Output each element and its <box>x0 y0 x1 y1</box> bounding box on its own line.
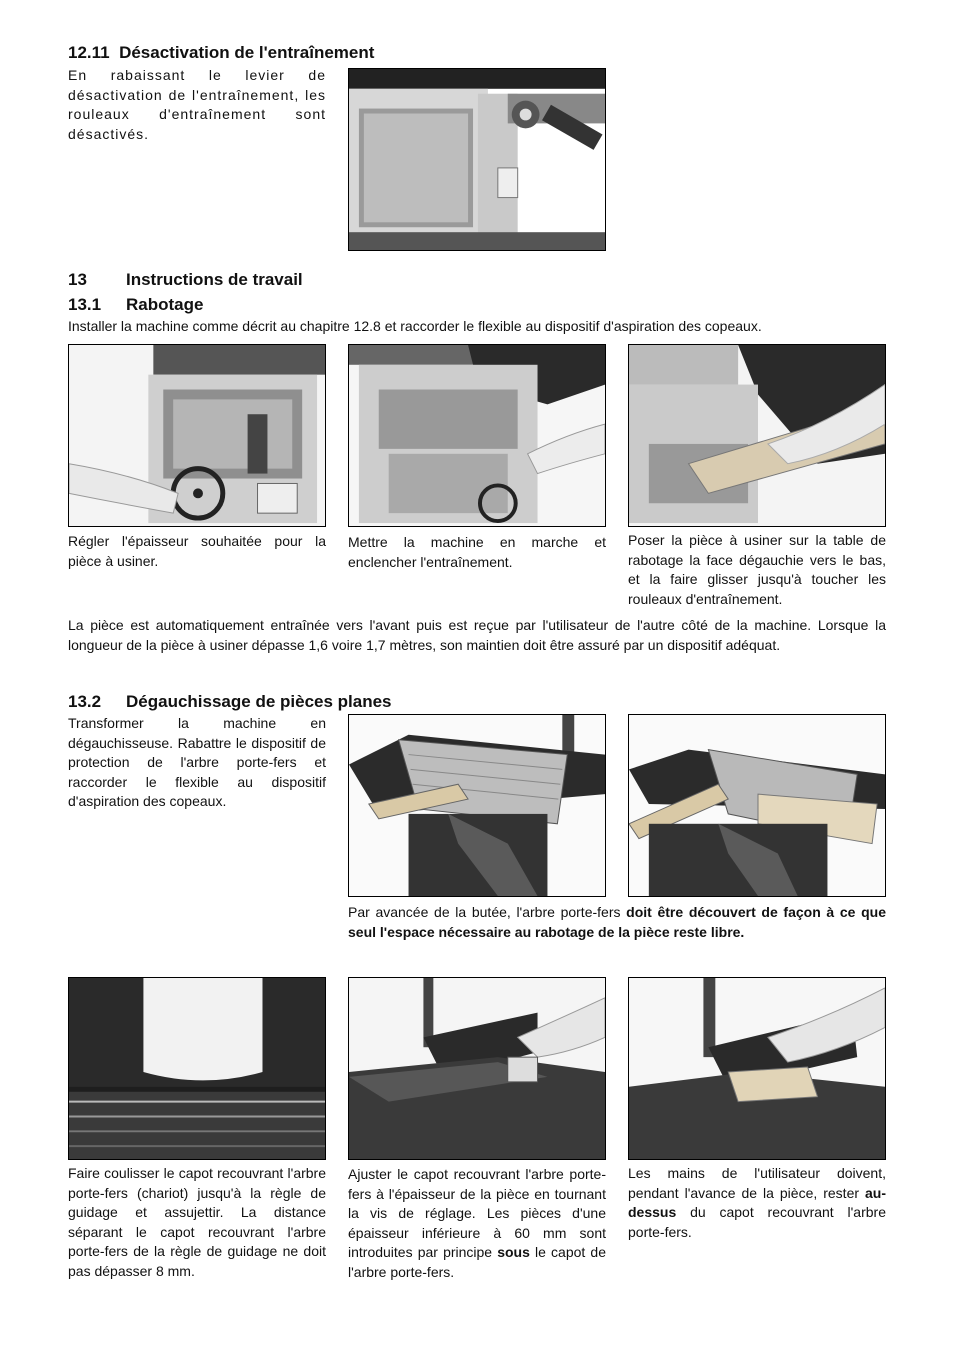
photo-guard-closeup <box>68 977 326 1160</box>
photo-drive-lever <box>348 68 606 251</box>
caption-adjust-guard-text-2: le capot de l'arbre porte-fers. <box>348 1244 606 1280</box>
caption-hands-text-2: du capot recouvrant l'arbre porte-fers. <box>628 1204 886 1240</box>
heading-text: Rabotage <box>126 295 204 314</box>
photo-hands-above-guard <box>628 977 886 1160</box>
heading-number: 13.2 <box>68 692 102 711</box>
photo-set-thickness <box>68 344 326 527</box>
paragraph-13-1-note: La pièce est automatiquement entraînée vers l'avant puis est reçue par l'utilisateur de l'autre côté de la machine. Lorsque la longueur de la pièce à usiner dépasse 1,6 voire 1,7 mètres, son maintien doit être assuré par un dispositif adéquat. <box>68 617 886 653</box>
caption-set-thickness: Régler l'épaisseur souhaitée pour la pièce à usiner. <box>68 533 326 569</box>
heading-13 <box>68 270 303 290</box>
caption-adjust-guard-text-1: Ajuster le capot recouvrant l'arbre porte-fers à l'épaisseur de la pièce en tournant la vis de réglage. Les pièces d'une épaisseur inférieure à 60 mm sont introduites par principe <box>348 1166 606 1260</box>
caption-adjust-guard-bold: sous <box>497 1244 530 1260</box>
heading-12-11 <box>68 43 374 63</box>
caption-hands-text-1: Les mains de l'utilisateur doivent, pendant l'avance de la pièce, rester <box>628 1165 886 1201</box>
heading-text: Désactivation de l'entraînement <box>119 43 375 62</box>
photo-start-machine <box>348 344 606 527</box>
heading-text: Instructions de travail <box>126 270 303 289</box>
photo-adjust-guard <box>348 977 606 1160</box>
caption-fence-advance-normal: Par avancée de la butée, l'arbre porte-fers <box>348 904 627 920</box>
caption-fence-advance-bold: doit être découvert de façon à ce que seul l'espace nécessaire au rabotage de la pièce reste libre. <box>348 904 886 940</box>
paragraph-13-2: Transformer la machine en dégauchisseuse. Rabattre le dispositif de protection de l'arbre porte-fers et raccorder le flexible au dispositif d'aspiration des copeaux. <box>68 715 326 809</box>
caption-hands-bold: au-dessus <box>628 1184 886 1220</box>
caption-adjust-guard <box>348 1165 606 1282</box>
heading-13-2 <box>68 692 392 712</box>
heading-number: 13.1 <box>68 295 102 314</box>
caption-hands-position <box>628 1164 886 1242</box>
caption-start-machine: Mettre la machine en marche et enclencher l'entraînement. <box>348 534 606 570</box>
caption-slide-guard: Faire coulisser le capot recouvrant l'arbre porte-fers (chariot) jusqu'à la règle de guidage et assujettir. La distance séparant le capot recouvrant l'arbre porte-fers de la règle de guidage ne doit pas dépasser 8 mm. <box>68 1165 326 1279</box>
photo-insert-workpiece <box>628 344 886 527</box>
paragraph-13-1-intro: Installer la machine comme décrit au chapitre 12.8 et raccorder le flexible au dispositif d'aspiration des copeaux. <box>68 318 762 334</box>
photo-jointer-fence-2 <box>628 714 886 897</box>
heading-13-1 <box>68 295 203 315</box>
heading-number: 12.11 <box>68 43 110 62</box>
caption-fence-advance <box>348 903 886 942</box>
photo-jointer-fence-1 <box>348 714 606 897</box>
caption-insert-workpiece: Poser la pièce à usiner sur la table de rabotage la face dégauchie vers le bas, et la faire glisser jusqu'à toucher les rouleaux d'entraînement. <box>628 532 886 607</box>
heading-number: 13 <box>68 270 87 289</box>
paragraph-12-11: En rabaissant le levier de désactivation de l'entraînement, les rouleaux d'entraînement sont désactivés. <box>68 67 326 142</box>
heading-text: Dégauchissage de pièces planes <box>126 692 392 711</box>
